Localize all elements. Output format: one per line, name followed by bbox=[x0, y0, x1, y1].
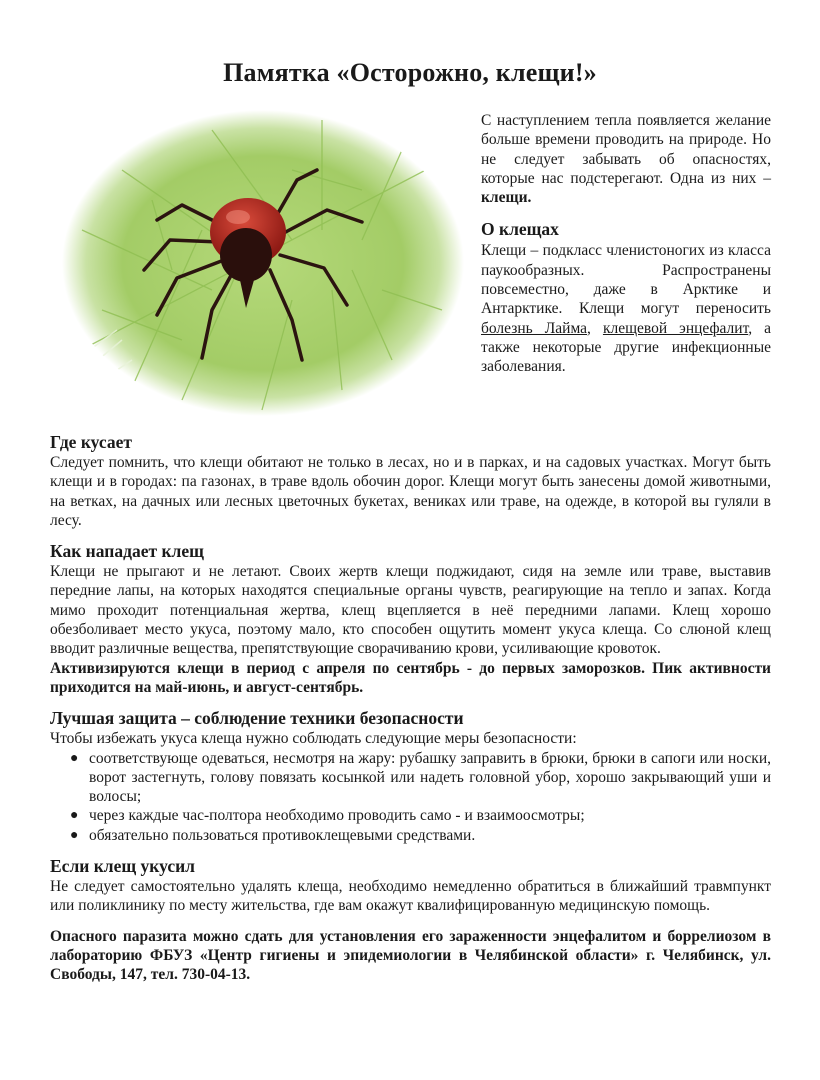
tick-encephalitis-link[interactable]: клещевой энцефалит bbox=[602, 319, 749, 337]
bullet-icon: ● bbox=[70, 750, 79, 766]
about-text-after: , а также некоторые другие инфекционные заболевания. bbox=[481, 319, 771, 376]
about-text-before: Клещи – подкласс членистоногих из класса паукообразных. Распространены повсеместно, даже в Арктике и Антарктике. Клещи могут переносить bbox=[481, 242, 771, 318]
protection-heading: Лучшая защита – соблюдение техники безопасности bbox=[50, 708, 464, 729]
attack-activity-note: Активизируются клещи в период с апреля по сентябрь - до первых заморозков. Пик активности приходится на май-июнь, и август-сентябрь. bbox=[50, 659, 771, 696]
attack-heading: Как нападает клещ bbox=[50, 541, 204, 562]
intro-text: С наступлением тепла появляется желание больше времени проводить на природе. Но не следует забывать об опасностях, которые нас подстерегают. Одна из них – bbox=[481, 112, 771, 187]
about-paragraph bbox=[481, 241, 771, 376]
list-item-text: обязательно пользоваться противоклещевыми средствами. bbox=[89, 826, 476, 844]
lyme-disease-link[interactable]: болезнь Лайма bbox=[481, 319, 588, 337]
intro-bold-word: клещи. bbox=[481, 189, 532, 207]
protection-list bbox=[50, 749, 771, 845]
list-item bbox=[50, 749, 771, 807]
bullet-icon: ● bbox=[70, 827, 79, 843]
where-section bbox=[50, 432, 771, 530]
where-heading: Где кусает bbox=[50, 432, 132, 452]
protection-intro: Чтобы избежать укуса клеща нужно соблюдать следующие меры безопасности: bbox=[50, 730, 577, 748]
attack-text: Клещи не прыгают и не летают. Своих жертв клещи поджидают, сидя на земле или траве, выставив передние лапы, на которых находятся специальные органы чувств, реагирующие на тепло и запах. Когда мимо проходит потенциальная жертва, клещ вцепляется в неё передними лапами. Клещ хорошо обезболивает место укуса, поэтому мало, кто способен ощутить момент укуса клеща. Со слюной клещ вводит различные вещества, препятствующие сворачиванию крови, усиливающие кровоток. bbox=[50, 563, 771, 658]
list-item-text: через каждые час-полтора необходимо проводить само - и взаимоосмотры; bbox=[89, 807, 585, 825]
bitten-heading: Если клещ укусил bbox=[50, 856, 195, 877]
bitten-text: Не следует самостоятельно удалять клеща, необходимо немедленно обратиться в ближайший травмпункт или поликлинику по месту жительства, где вам окажут квалифицированную медицинскую помощь. bbox=[50, 878, 771, 915]
lab-contact-note: Опасного паразита можно сдать для установления его зараженности энцефалитом и боррелиозом в лабораторию ФБУЗ «Центр гигиены и эпидемиологии в Челябинской области» г. Челябинск, ул. Свободы, 147, тел. 730-04-13. bbox=[50, 927, 771, 984]
bitten-section bbox=[50, 856, 771, 916]
attack-section bbox=[50, 541, 771, 697]
about-heading: О клещах bbox=[481, 219, 559, 240]
protection-section bbox=[50, 708, 771, 845]
intro-paragraph bbox=[481, 111, 771, 207]
main-content bbox=[50, 432, 771, 985]
bullet-icon: ● bbox=[70, 808, 79, 824]
about-separator: , bbox=[587, 319, 591, 337]
intro-column bbox=[481, 111, 771, 377]
list-item bbox=[50, 806, 771, 825]
page-title: Памятка «Осторожно, клещи!» bbox=[223, 58, 597, 87]
list-item-text: соответствующе одеваться, несмотря на жару: рубашку заправить в брюки, брюки в сапоги или носки, ворот застегнуть, голову повязать косынкой или надеть головной убор, хорошо закрывающий уши и волосы; bbox=[89, 749, 771, 806]
where-text: Следует помнить, что клещи обитают не только в лесах, но и в парках, и на садовых участках. Могут быть клещи и в городах: па газонах, в траве вдоль обочин дорог. Клещи могут быть занесены домой животными, на ветках, на дачных или лесных цветочных букетах, вениках или траве, на одежде, в которой вы гуляли в лесу. bbox=[50, 454, 771, 529]
list-item bbox=[50, 826, 771, 845]
tick-on-leaf-photo bbox=[62, 110, 464, 416]
